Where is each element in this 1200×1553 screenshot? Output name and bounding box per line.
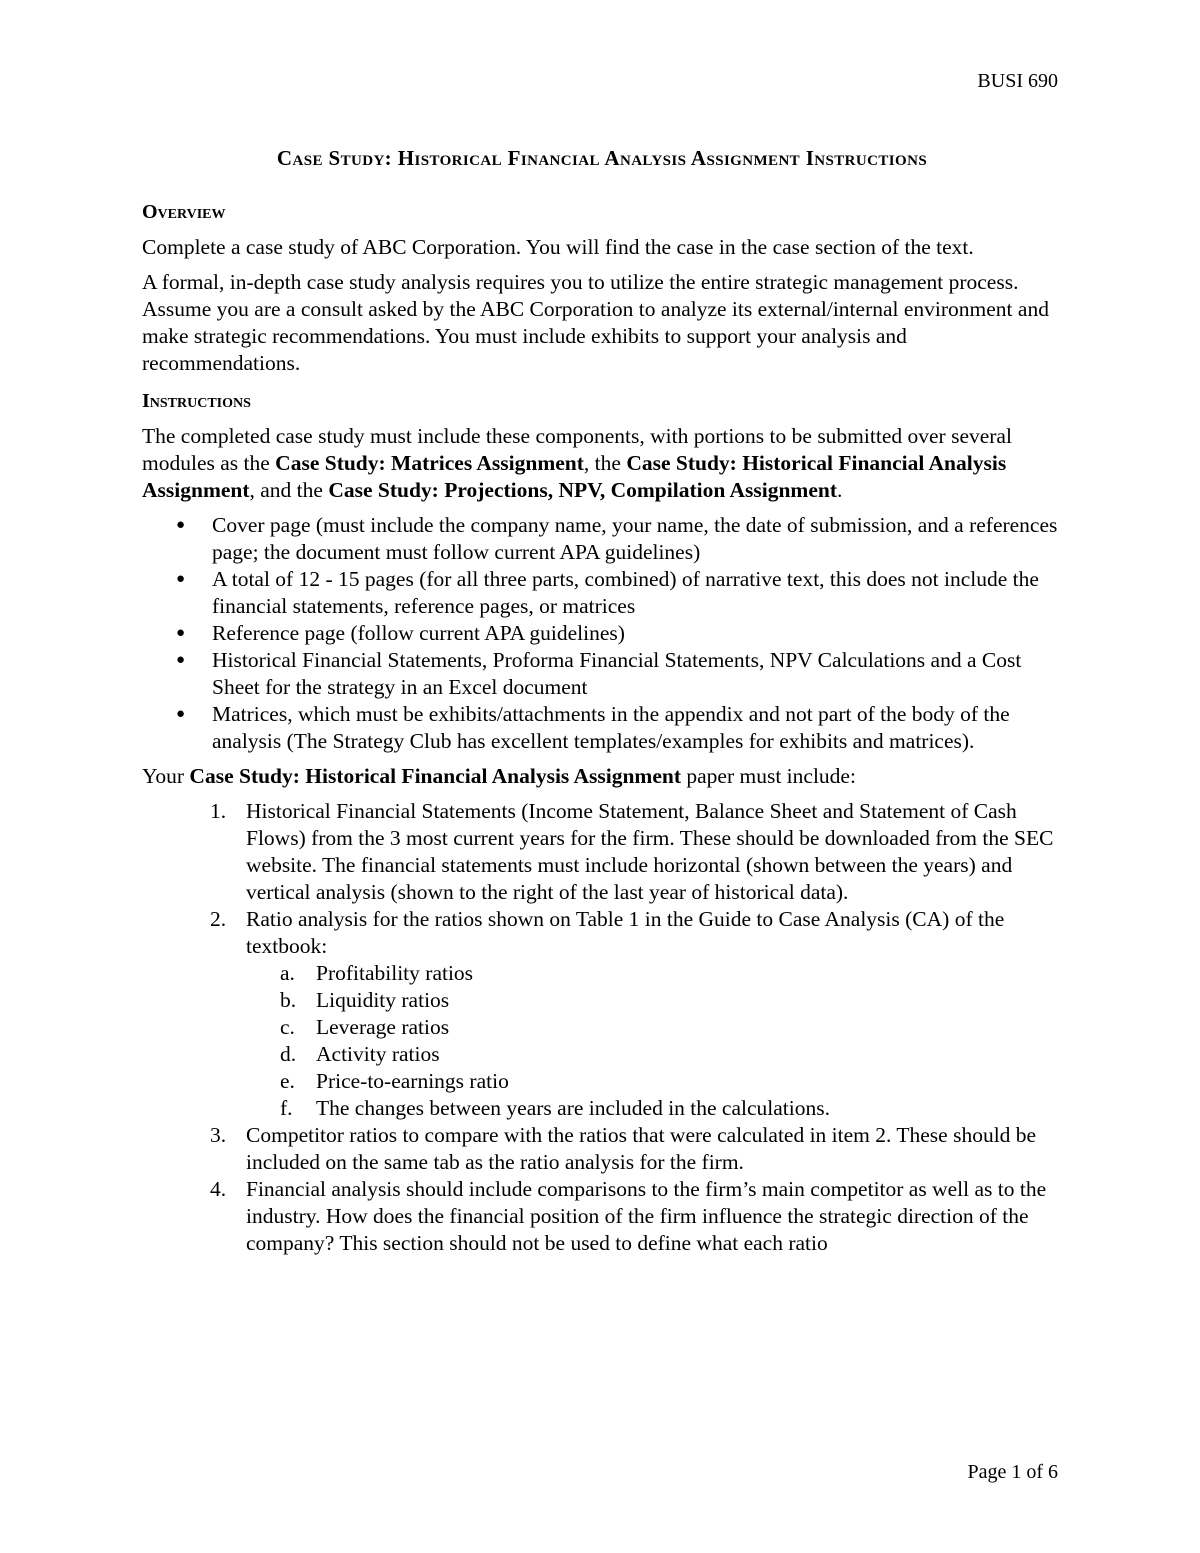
paper-intro-text-2: paper must include: — [681, 764, 856, 788]
sub-item — [280, 960, 1062, 987]
sub-item-letter: e. — [280, 1069, 295, 1093]
item-number: 4. — [210, 1177, 227, 1201]
components-bullet-list — [142, 512, 1062, 755]
intro-text-1: The completed case study must include these components, with portions to be submitted over several modules as the — [142, 424, 1012, 475]
intro-text-2: , the — [583, 451, 627, 475]
sub-item-text: Activity ratios — [316, 1042, 440, 1066]
instructions-intro-paragraph — [142, 423, 1062, 504]
item-number: 2. — [210, 907, 227, 931]
sub-item — [280, 1014, 1062, 1041]
ratio-sub-list — [246, 960, 1062, 1122]
sub-item-text: Price-to-earnings ratio — [316, 1069, 509, 1093]
document-body — [142, 145, 1062, 1257]
overview-heading: Overview — [142, 201, 226, 223]
sub-item-letter: f. — [280, 1096, 293, 1120]
sub-item — [280, 987, 1062, 1014]
page-number-footer: Page 1 of 6 — [967, 1461, 1058, 1483]
sub-item-letter: b. — [280, 988, 297, 1012]
sub-item-text: The changes between years are included in the calculations. — [316, 1096, 830, 1120]
bullet-item: ● Cover page (must include the company name, your name, the date of submission, and a references page; the document must follow current APA guidelines) — [176, 512, 1062, 566]
intro-bold-matrices: Case Study: Matrices Assignment — [275, 451, 584, 475]
paper-intro-text-1: Your — [142, 764, 190, 788]
intro-bold-historical: Case Study: Historical Financial Analysis Assignment — [142, 451, 1007, 502]
requirements-numbered-list — [142, 798, 1062, 1257]
bullet-item: ● Matrices, which must be exhibits/attachments in the appendix and not part of the body of the analysis (The Strategy Club has excellent templates/examples for exhibits and matrices). — [176, 701, 1062, 755]
overview-paragraph-2: A formal, in-depth case study analysis requires you to utilize the entire strategic management process. Assume you are a consult asked by the ABC Corporation to analyze its external/internal environment and make strategic recommendations. You must include exhibits to support your analysis and recommendations. — [142, 270, 1049, 375]
item-number: 1. — [210, 799, 227, 823]
item-number: 3. — [210, 1123, 227, 1147]
document-title: Case Study: Historical Financial Analysis Assignment Instructions — [276, 146, 928, 170]
bullet-item: ● A total of 12 - 15 pages (for all three parts, combined) of narrative text, this does not include the financial statements, reference pages, or matrices — [176, 566, 1062, 620]
sub-item-text: Liquidity ratios — [316, 988, 450, 1012]
numbered-item — [210, 906, 1062, 1122]
instructions-heading: Instructions — [142, 390, 251, 412]
numbered-item — [210, 1122, 1062, 1176]
item-text: Competitor ratios to compare with the ratios that were calculated in item 2. These should be included on the same tab as the ratio analysis for the firm. — [246, 1123, 1037, 1174]
intro-bold-projections: Case Study: Projections, NPV, Compilation Assignment — [328, 478, 837, 502]
sub-item-letter: a. — [280, 961, 295, 985]
sub-item-text: Leverage ratios — [316, 1015, 450, 1039]
numbered-item — [210, 1176, 1062, 1257]
intro-text-3: , and the — [249, 478, 329, 502]
item-text: Ratio analysis for the ratios shown on Table 1 in the Guide to Case Analysis (CA) of the textbook: — [246, 907, 1005, 958]
page-header-course-code: BUSI 690 — [977, 70, 1058, 92]
bullet-item: ● Historical Financial Statements, Proforma Financial Statements, NPV Calculations and a Cost Sheet for the strategy in an Excel document — [176, 647, 1062, 701]
bullet-item: ● Reference page (follow current APA guidelines) — [176, 620, 1062, 647]
sub-item-letter: c. — [280, 1015, 295, 1039]
item-text: Financial analysis should include comparisons to the firm’s main competitor as well as to the industry. How does the financial position of the firm influence the strategic direction of the company? This section should not be used to define what each ratio — [246, 1177, 1047, 1255]
item-text: Historical Financial Statements (Income Statement, Balance Sheet and Statement of Cash Flows) from the 3 most current years for the firm. These should be downloaded from the SEC website. The financial statements must include horizontal (shown between the years) and vertical analysis (shown to the right of the last year of historical data). — [246, 799, 1054, 904]
overview-paragraph-1: Complete a case study of ABC Corporation. You will find the case in the case section of the text. — [142, 235, 974, 259]
sub-item-letter: d. — [280, 1042, 297, 1066]
paper-intro-bold: Case Study: Historical Financial Analysis Assignment — [189, 764, 681, 788]
sub-item-text: Profitability ratios — [316, 961, 474, 985]
paper-intro-paragraph — [142, 763, 1062, 790]
sub-item — [280, 1068, 1062, 1095]
sub-item — [280, 1041, 1062, 1068]
intro-text-4: . — [837, 478, 843, 502]
sub-item — [280, 1095, 1062, 1122]
numbered-item — [210, 798, 1062, 906]
